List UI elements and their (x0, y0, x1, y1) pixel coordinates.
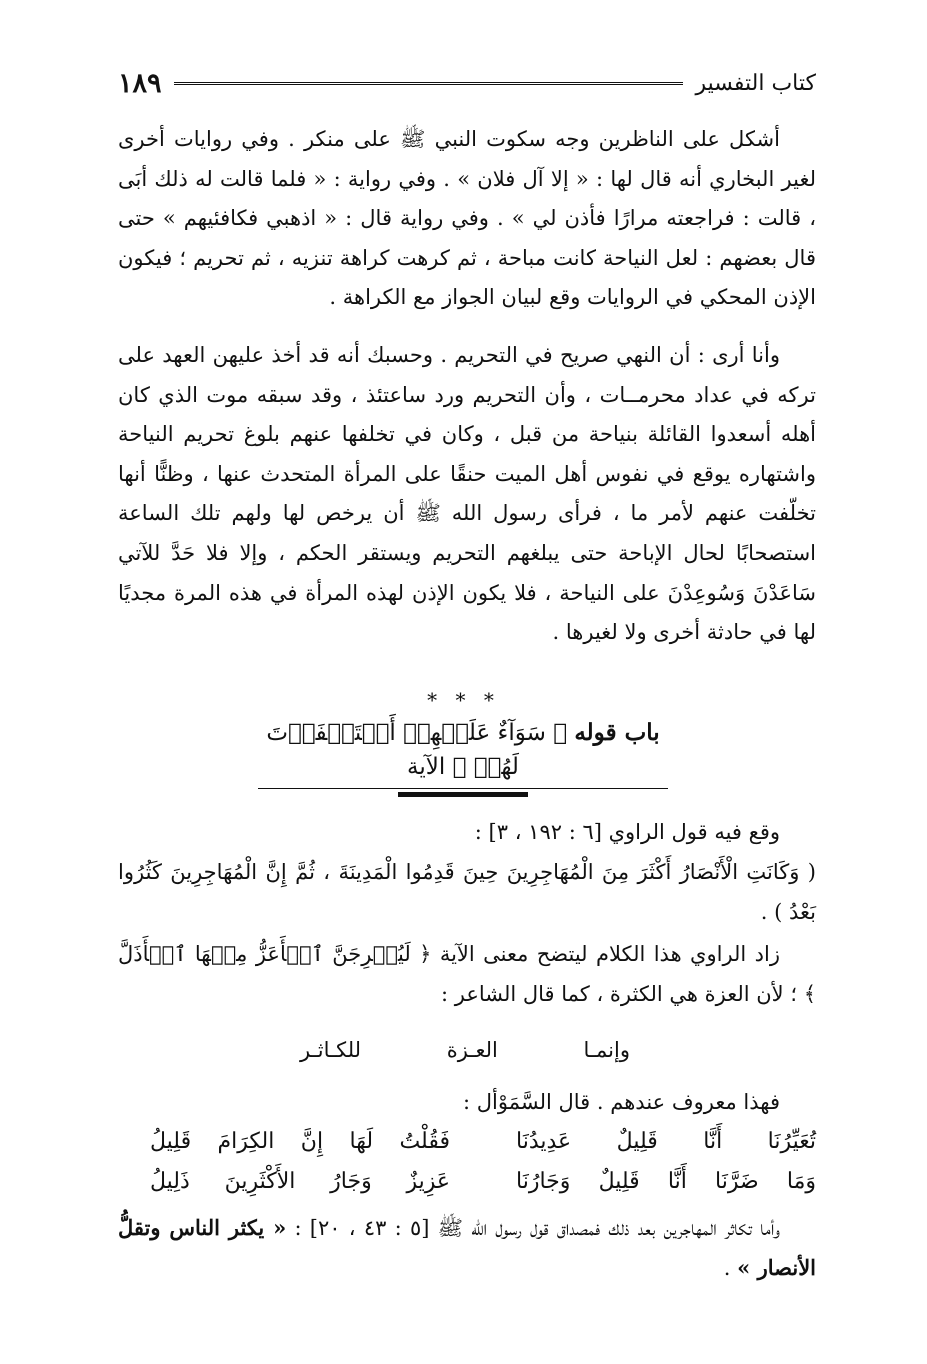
commentary-post: ؛ لأن العزة هي الكثرة ، كما قال الشاعر : (440, 982, 797, 1006)
poem-hemistich-second: عَزِيزٌ وَجَارُ الأَكْثَرِينَ ذَلِيلُ (150, 1169, 450, 1194)
section-heading (258, 716, 668, 789)
heading-underline-bar (398, 792, 528, 797)
closing-end: . (723, 1256, 731, 1280)
section-separator: * * * (427, 688, 500, 712)
closing-paragraph (118, 1208, 816, 1288)
commentary-pre: زاد الراوي هذا الكلام ليتضح معنى الآية (439, 942, 780, 966)
known-line (118, 1082, 816, 1122)
poem-hemistich-first: تُعَيِّرُنَا أَنَّا قَلِيلٌ عَدِيدُنَا (516, 1129, 816, 1154)
closing-pre: وأما تكاثر المهاجرين بعد ذلك فمصداق قول رسول الله ﷺ [٥ : ٤٣ ، ٢٠] : (294, 1216, 781, 1240)
poem-verse (150, 1122, 816, 1162)
poem (150, 1122, 816, 1202)
hadith-quote (118, 852, 816, 932)
intro-line (118, 812, 816, 852)
commentary-text (118, 934, 816, 1014)
page-header (118, 66, 816, 100)
commentary (118, 934, 816, 1014)
section-label: باب قوله (574, 719, 660, 746)
page-number: ١٨٩ (118, 67, 162, 99)
hadith-text: ( وَكَانَتِ الْأَنْصَارُ أَكْثَرَ مِنَ الْمُهَاجِرِينَ حِينَ قَدِمُوا الْمَدِينَةَ ، ثُمَّ إِنَّ الْمُهَاجِرِينَ كَثُرُوا بَعْدُ ) . (118, 860, 816, 924)
running-title: كتاب التفسير (695, 70, 816, 96)
intro-text: وقع فيه قول الراوي [٦ : ١٩٢ ، ٣] : (474, 820, 780, 844)
known-text: فهذا معروف عندهم . قال السَّمَوْأل : (463, 1090, 780, 1114)
closing-text (118, 1208, 816, 1288)
poem-hemistich-first: وَمَا ضَرَّنَا أَنَّا قَلِيلٌ وَجَارُنَا (516, 1169, 816, 1194)
section-verse: ﴿ سَوَآءٌ عَلَيۡهِمۡ أَسۡتَغۡفَرۡتَ لَهُمۡ ﴾ (266, 720, 568, 780)
poem-hemistich-second: فَقُلْتُ لَهَا إِنَّ الكِرَامَ قَلِيلُ (150, 1129, 450, 1154)
paragraph-2-text: وأنا أرى : أن النهي صريح في التحريم . وحسبك أنه قد أخذ عليهن العهد على تركه في عداد محرمــات ، وأن التحريم ورد ساعتئذ ، وقد سبقه موت الذي كان أهله أسعدوا القائلة بنياحة من قبل ، وكان في تخلفها عنهم بلوغ تحريم النياحة واشتهاره يوقع في نفوس أهل الميت حنقًا على المرأة المتحدث عنها ، وظنًّا أنها تخلّفت عنهم لأمر ما ، فرأى رسول الله ﷺ أن يرخص لها ولهم تلك الساعة استصحابًا لحال الإباحة حتى يبلغهم التحريم ويستقر الحكم ، وإلا فلا حَدَّ للآتي سَاعَدْنَ وَسُوعِدْنَ على النياحة ، فلا يكون الإذن لهذه المرأة في هذه المرة مجديًا لها في حادثة أخرى ولا لغيرها . (118, 343, 816, 645)
poetry-hemistich: وإنمـا العـزة للكـاثـر (300, 1038, 630, 1062)
paragraph-1-text: أشكل على الناظرين وجه سكوت النبي ﷺ على منكر . وفي روايات أخرى لغير البخاري أنه قال لها : « إلا آل فلان » . وفي رواية : « فلما قالت له ذلك أبَى ، قالت : فراجعته مرارًا فأذن لي » . وفي رواية قال : « اذهبي فكافئيهم » حتى قال بعضهم : لعل النياحة كانت مباحة ، ثم كرهت كراهة تنزيه ، ثم تحريم ؛ فيكون الإذن المحكي في الروايات وقع لبيان الجواز مع الكراهة . (118, 127, 816, 310)
poem-verse (150, 1162, 816, 1202)
section-suffix: الآية (407, 754, 446, 780)
closing-quote: « يكثر الناس وتقلُّ الأنصار » (118, 1215, 816, 1280)
commentary-verse: ﴿ لَيُخۡرِجَنَّ ٱلۡأَعَزُّ مِنۡهَا ٱلۡأَذَلَّ ﴾ (118, 942, 816, 1006)
header-rule (174, 82, 684, 85)
paragraph-2 (118, 336, 816, 653)
paragraph-1 (118, 120, 816, 318)
